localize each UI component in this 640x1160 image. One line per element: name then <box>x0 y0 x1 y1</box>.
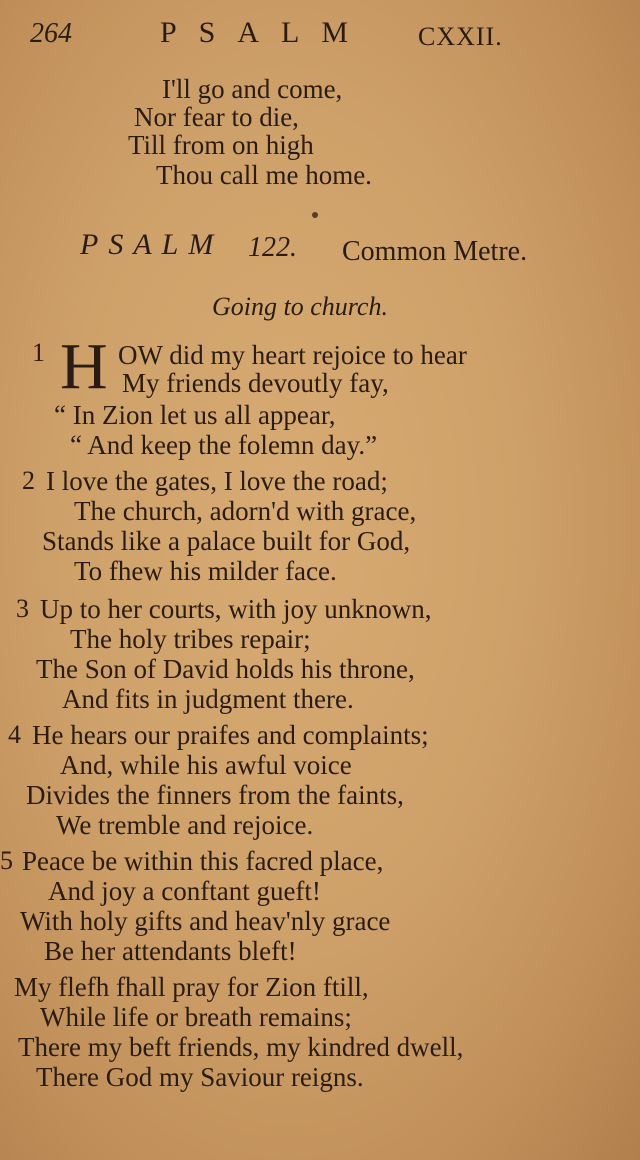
verse-line: And fits in judgment there. <box>62 684 354 714</box>
verse-line: And joy a conftant gueft! <box>48 876 321 906</box>
verse-line: My friends devoutly fay, <box>122 368 389 398</box>
psalm-heading <box>80 228 550 272</box>
verse-line: I love the gates, I love the road; <box>46 466 388 496</box>
verse-line: To fhew his milder face. <box>74 556 337 586</box>
verse-line: The holy tribes repair; <box>70 624 311 654</box>
prev-line: Nor fear to die, <box>134 102 299 132</box>
ornament-dot <box>312 212 318 218</box>
verse-line: He hears our praifes and complaints; <box>32 720 429 750</box>
verse-line: OW did my heart rejoice to hear <box>118 340 467 370</box>
verse-line: With holy gifts and heav'nly grace <box>20 906 391 936</box>
page-header <box>30 14 630 58</box>
verse-line: While life or breath remains; <box>40 1002 352 1032</box>
verse-line: The Son of David holds his throne, <box>36 654 415 684</box>
verse-line: “ In Zion let us all appear, <box>54 400 336 430</box>
verse-line: “ And keep the folemn day.” <box>70 430 378 460</box>
verse-line: Peace be within this facred place, <box>22 846 384 876</box>
verse-number: 3 <box>16 594 29 623</box>
verse-line: Stands like a palace built for God, <box>42 526 411 556</box>
metre-label: Common Metre. <box>342 236 528 267</box>
psalm-label: PSALM <box>80 228 224 261</box>
psalm-number: 122. <box>248 232 297 263</box>
running-number: CXXII. <box>418 22 503 51</box>
running-title: PSALM <box>160 16 371 49</box>
verse-line: Be her attendants bleft! <box>44 936 297 966</box>
psalm-subtitle: Going to church. <box>212 292 388 321</box>
verse-line: We tremble and rejoice. <box>56 810 314 840</box>
verse-line: Up to her courts, with joy unknown, <box>40 594 432 624</box>
page-number: 264 <box>30 18 72 49</box>
verse-line: My flefh fhall pray for Zion ftill, <box>14 972 369 1002</box>
prev-line: Thou call me home. <box>156 160 372 190</box>
verse-number: 5 <box>0 846 13 875</box>
prev-line: I'll go and come, <box>162 74 343 104</box>
verse-number: 1 <box>32 338 45 367</box>
verse-line: Divides the finners from the faints, <box>26 780 404 810</box>
verse-number: 2 <box>22 466 35 495</box>
verse-line: The church, adorn'd with grace, <box>74 496 417 526</box>
drop-cap: H <box>60 330 108 403</box>
verse-line: And, while his awful voice <box>60 750 352 780</box>
verse-number: 4 <box>8 720 21 749</box>
prev-line: Till from on high <box>128 130 314 160</box>
verse-line: There God my Saviour reigns. <box>36 1062 364 1092</box>
verse-line: There my beft friends, my kindred dwell, <box>18 1032 464 1062</box>
